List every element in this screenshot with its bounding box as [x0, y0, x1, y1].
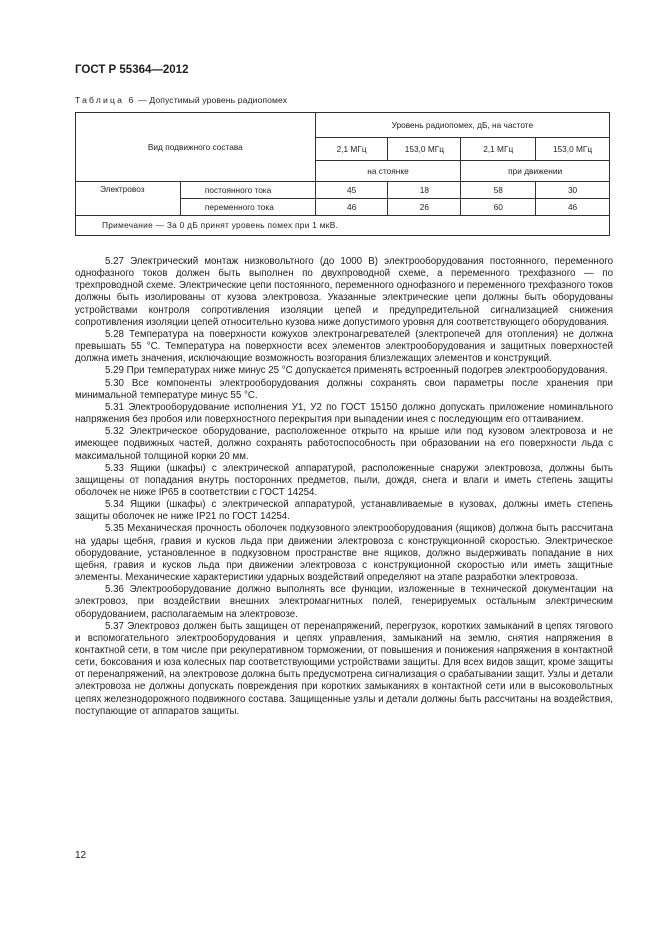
table-note: Примечание — За 0 дБ принят уровень помех при 1 мкВ. [76, 216, 610, 236]
header-vehicle-type: Вид подвижного состава [76, 113, 316, 182]
table-caption-text: — Допустимый уровень радиопомех [135, 95, 288, 105]
paragraph-5-32: 5.32 Электрическое оборудование, расположенное открыто на крыше или под кузовом электровоза и не имеющее подвижных частей, должно сохранять работоспособность при образовании на его поверхности льда с максимальной толщиной корки 20 мм. [75, 426, 613, 462]
table-cell: 45 [315, 182, 388, 199]
body-text [75, 256, 613, 718]
row-label-electric-locomotive: Электровоз [76, 182, 181, 216]
paragraph-5-27: 5.27 Электрический монтаж низковольтного (до 1000 В) электрооборудования постоянного, переменного однофазного токов должен быть выполнен по двухпроводной схеме, а переменного трехфазного — по трехпроводной схеме. Электрические цепи постоянного, переменного однофазного и переменного трехфазного токов должны быть изолированы от кузова электровоза. Указанные электрические цепи должны быть оборудованы устройствами контроля сопротивления изоляции цепей и предупредительной сигнализацией снижения сопротивления изоляции цепей относительно кузова ниже допустимого уровня для соответствующего оборудования. [75, 256, 613, 328]
paragraph-5-35: 5.35 Механическая прочность оболочек подкузовного электрооборудования (ящиков) должна быть рассчитана на удары щебня, гравия и кусков льда при движении электровоза с конструкционной скоростью. Электрическое оборудование, установленное в подкузовном пространстве вне ящиков, должно выдерживать попадание в них щебня, гравия и кусков льда при движении электровоза с конструкционной скоростью или иметь защитные элементы. Механические характеристики ударных воздействий определяют на этапе разработки электровоза. [75, 523, 613, 584]
row-current-type: постоянного тока [180, 182, 315, 199]
table-caption-label: Таблица 6 [75, 95, 136, 105]
paragraph-5-34: 5.34 Ящики (шкафы) с электрической аппаратурой, устанавливаемые в кузовах, должны иметь степень защиты оболочек не ниже IP21 по ГОСТ 14254. [75, 499, 613, 523]
header-interference-level: Уровень радиопомех, дБ, на частоте [315, 113, 609, 138]
page-number: 12 [75, 850, 87, 861]
table-cell: 26 [388, 199, 461, 216]
table-cell: 58 [461, 182, 536, 199]
paragraph-5-36: 5.36 Электрооборудование должно выполнять все функции, изложенные в технической документации на электровоз, при воздействии внешних электромагнитных полей, генерируемых остальным электрическим оборудованием, располагаемым на электровозе. [75, 584, 613, 620]
header-freq: 153,0 МГц [388, 138, 461, 161]
radio-interference-table [75, 112, 610, 236]
table-cell: 46 [315, 199, 388, 216]
table-cell: 30 [536, 182, 610, 199]
header-mode-moving: при движении [461, 161, 610, 182]
table-caption [75, 95, 287, 105]
paragraph-5-37: 5.37 Электровоз должен быть защищен от перенапряжений, перегрузок, коротких замыканий в цепях тягового и вспомогательного электрооборудования и цепях управления, замыканий на землю, снятия напряжения в контактной сети, в том числе при рекуперативном торможении, от повышения и понижения напряжения в контактной сети, боксования и юза колесных пар соответствующими устройствами защиты. Для всех видов защит, кроме защиты от перенапряжений, на электровозе должна быть предусмотрена сигнализация о срабатывании защит. Узлы и детали электровоза не должны допускать повреждения при коротких замыканиях в контактной сети или в высоковольтных цепях железнодорожного подвижного состава. Защищенные узлы и детали должны быть рассчитаны на воздействия, поступающие от аппаратов защиты. [75, 620, 613, 717]
paragraph-5-29: 5.29 При температурах ниже минус 25 °С допускается применять встроенный подогрев электрооборудования. [105, 365, 608, 377]
header-freq: 153,0 МГц [536, 138, 610, 161]
table-cell: 46 [536, 199, 610, 216]
table-cell: 60 [461, 199, 536, 216]
header-freq: 2,1 МГц [315, 138, 388, 161]
header-mode-stationary: на стоянке [315, 161, 461, 182]
table-cell: 18 [388, 182, 461, 199]
paragraph-5-28: 5.28 Температура на поверхности кожухов электронагревателей (электропечей для отопления) не должна превышать 55 °С. Температура на поверхности всех элементов электрооборудования и защитных поверхностей должна иметь значения, исключающие возможность возгорания близлежащих элементов и конструкций. [75, 328, 613, 365]
header-freq: 2,1 МГц [461, 138, 536, 161]
table-row [76, 182, 610, 199]
paragraph-5-33: 5.33 Ящики (шкафы) с электрической аппаратурой, расположенные снаружи электровоза, должны быть защищены от попадания внутрь посторонних предметов, пыли, дождя, снега и влаги и иметь степень защиты оболочек не ниже IP65 в соответствии с ГОСТ 14254. [75, 462, 613, 498]
document-header: ГОСТ Р 55364—2012 [75, 64, 189, 76]
row-current-type: переменного тока [180, 199, 315, 216]
paragraph-5-31: 5.31 Электрооборудование исполнения У1, У2 по ГОСТ 15150 должно допускать приложение номинального напряжения без пробоя или поверхностного перекрытия при выпадении инея с последующим его оттаиванием. [75, 401, 613, 426]
paragraph-5-30: 5.30 Все компоненты электрооборудования должны сохранять свои параметры после хранения при минимальной температуре минус 55 °С. [75, 377, 613, 401]
